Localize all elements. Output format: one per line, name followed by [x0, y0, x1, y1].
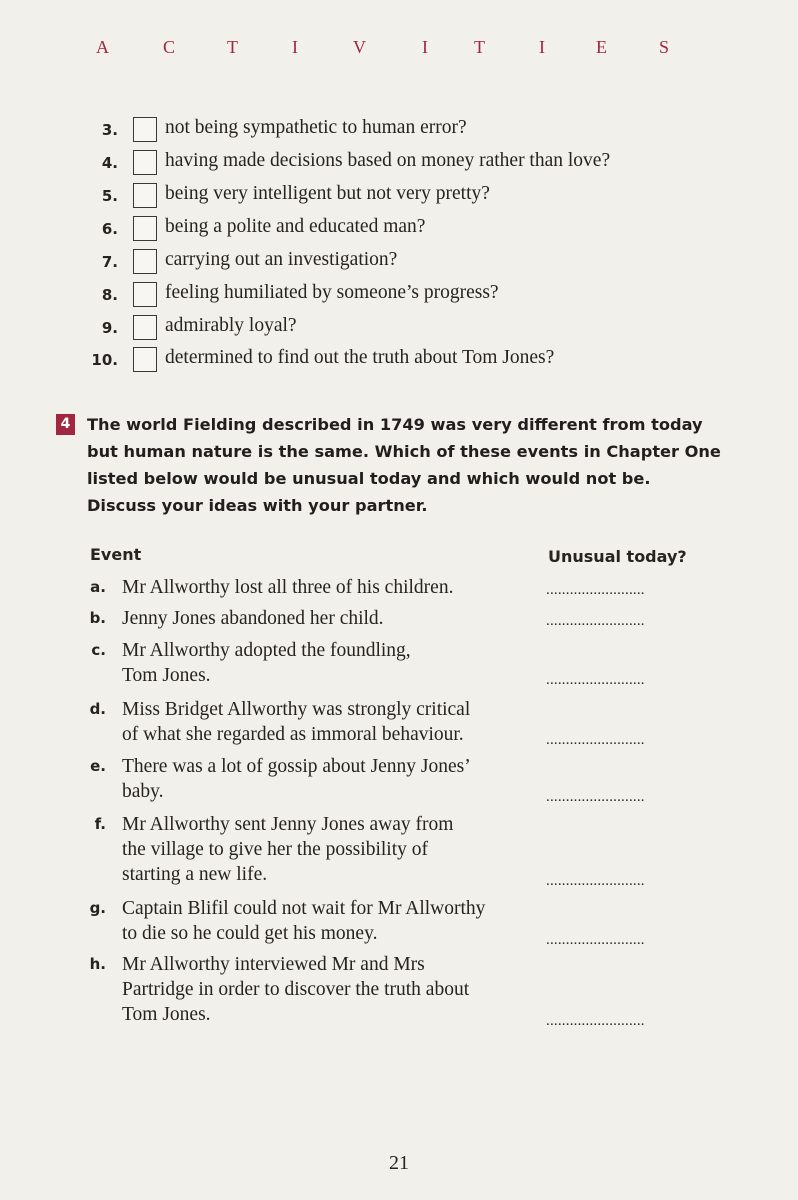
- answer-blank[interactable]: .........................: [546, 789, 645, 805]
- answer-blank[interactable]: .........................: [546, 932, 645, 948]
- answer-checkbox[interactable]: [133, 150, 157, 175]
- event-text: Mr Allworthy adopted the foundling,: [122, 640, 411, 661]
- header-letter: V: [353, 37, 366, 57]
- header-letter: S: [659, 37, 670, 57]
- exercise-instruction-line: listed below would be unusual today and which would not be.: [87, 469, 651, 488]
- event-text: baby.: [122, 781, 164, 802]
- answer-blank[interactable]: .........................: [546, 1013, 645, 1029]
- exercise-number-badge: 4: [56, 414, 75, 435]
- question-text: being very intelligent but not very pretty?: [165, 183, 490, 204]
- activities-header: [96, 37, 676, 67]
- event-text: Captain Blifil could not wait for Mr Allworthy: [122, 898, 486, 919]
- answer-checkbox[interactable]: [133, 183, 157, 208]
- header-letter: T: [227, 37, 238, 57]
- event-letter: f.: [94, 815, 106, 833]
- question-text: determined to find out the truth about Tom Jones?: [165, 347, 555, 368]
- event-letter: b.: [89, 609, 106, 627]
- exercise-instruction-line: Discuss your ideas with your partner.: [87, 496, 428, 515]
- event-text: Mr Allworthy interviewed Mr and Mrs: [122, 954, 425, 975]
- question-text: carrying out an investigation?: [165, 249, 398, 270]
- header-letter: E: [596, 37, 607, 57]
- header-letter: T: [474, 37, 485, 57]
- answer-blank[interactable]: .........................: [546, 873, 645, 889]
- answer-checkbox[interactable]: [133, 249, 157, 274]
- event-text: to die so he could get his money.: [122, 923, 378, 944]
- event-text: Partridge in order to discover the truth about: [122, 979, 470, 1000]
- question-number: 9.: [101, 319, 118, 337]
- answer-checkbox[interactable]: [133, 216, 157, 241]
- event-letter: c.: [91, 641, 106, 659]
- question-number: 5.: [101, 187, 118, 205]
- question-number: 8.: [101, 286, 118, 304]
- event-text: Jenny Jones abandoned her child.: [122, 608, 384, 629]
- answer-checkbox[interactable]: [133, 315, 157, 340]
- question-number: 6.: [101, 220, 118, 238]
- question-text: having made decisions based on money rather than love?: [165, 150, 611, 171]
- event-text: starting a new life.: [122, 864, 268, 885]
- event-text: There was a lot of gossip about Jenny Jones’: [122, 756, 471, 777]
- event-letter: a.: [90, 578, 106, 596]
- question-number: 7.: [101, 253, 118, 271]
- question-text: being a polite and educated man?: [165, 216, 426, 237]
- header-letter: I: [292, 37, 298, 57]
- header-letter: A: [96, 37, 109, 57]
- event-text: Miss Bridget Allworthy was strongly critical: [122, 699, 471, 720]
- question-number: 10.: [91, 351, 118, 369]
- event-text: Tom Jones.: [122, 665, 211, 686]
- answer-blank[interactable]: .........................: [546, 582, 645, 598]
- event-text: Mr Allworthy lost all three of his children.: [122, 577, 454, 598]
- exercise-instruction-line: The world Fielding described in 1749 was very different from today: [87, 415, 703, 434]
- question-number: 4.: [101, 154, 118, 172]
- event-letter: h.: [89, 955, 106, 973]
- answer-blank[interactable]: .........................: [546, 672, 645, 688]
- header-letter: I: [539, 37, 545, 57]
- page-number: 21: [389, 1152, 409, 1174]
- question-text: not being sympathetic to human error?: [165, 117, 467, 138]
- event-text: Tom Jones.: [122, 1004, 211, 1025]
- answer-blank[interactable]: .........................: [546, 613, 645, 629]
- header-letter: C: [163, 37, 176, 57]
- answer-blank[interactable]: .........................: [546, 732, 645, 748]
- question-text: admirably loyal?: [165, 315, 297, 336]
- exercise-instruction-line: but human nature is the same. Which of these events in Chapter One: [87, 442, 721, 461]
- unusual-column-header: Unusual today?: [548, 547, 687, 566]
- event-text: of what she regarded as immoral behaviour.: [122, 724, 464, 745]
- header-letter: I: [422, 37, 428, 57]
- question-text: feeling humiliated by someone’s progress?: [165, 282, 499, 303]
- answer-checkbox[interactable]: [133, 282, 157, 307]
- answer-checkbox[interactable]: [133, 117, 157, 142]
- event-letter: g.: [89, 899, 106, 917]
- event-column-header: Event: [90, 545, 142, 564]
- event-letter: d.: [89, 700, 106, 718]
- answer-checkbox[interactable]: [133, 347, 157, 372]
- event-text: the village to give her the possibility of: [122, 839, 428, 860]
- event-letter: e.: [90, 757, 106, 775]
- event-text: Mr Allworthy sent Jenny Jones away from: [122, 814, 454, 835]
- question-number: 3.: [101, 121, 118, 139]
